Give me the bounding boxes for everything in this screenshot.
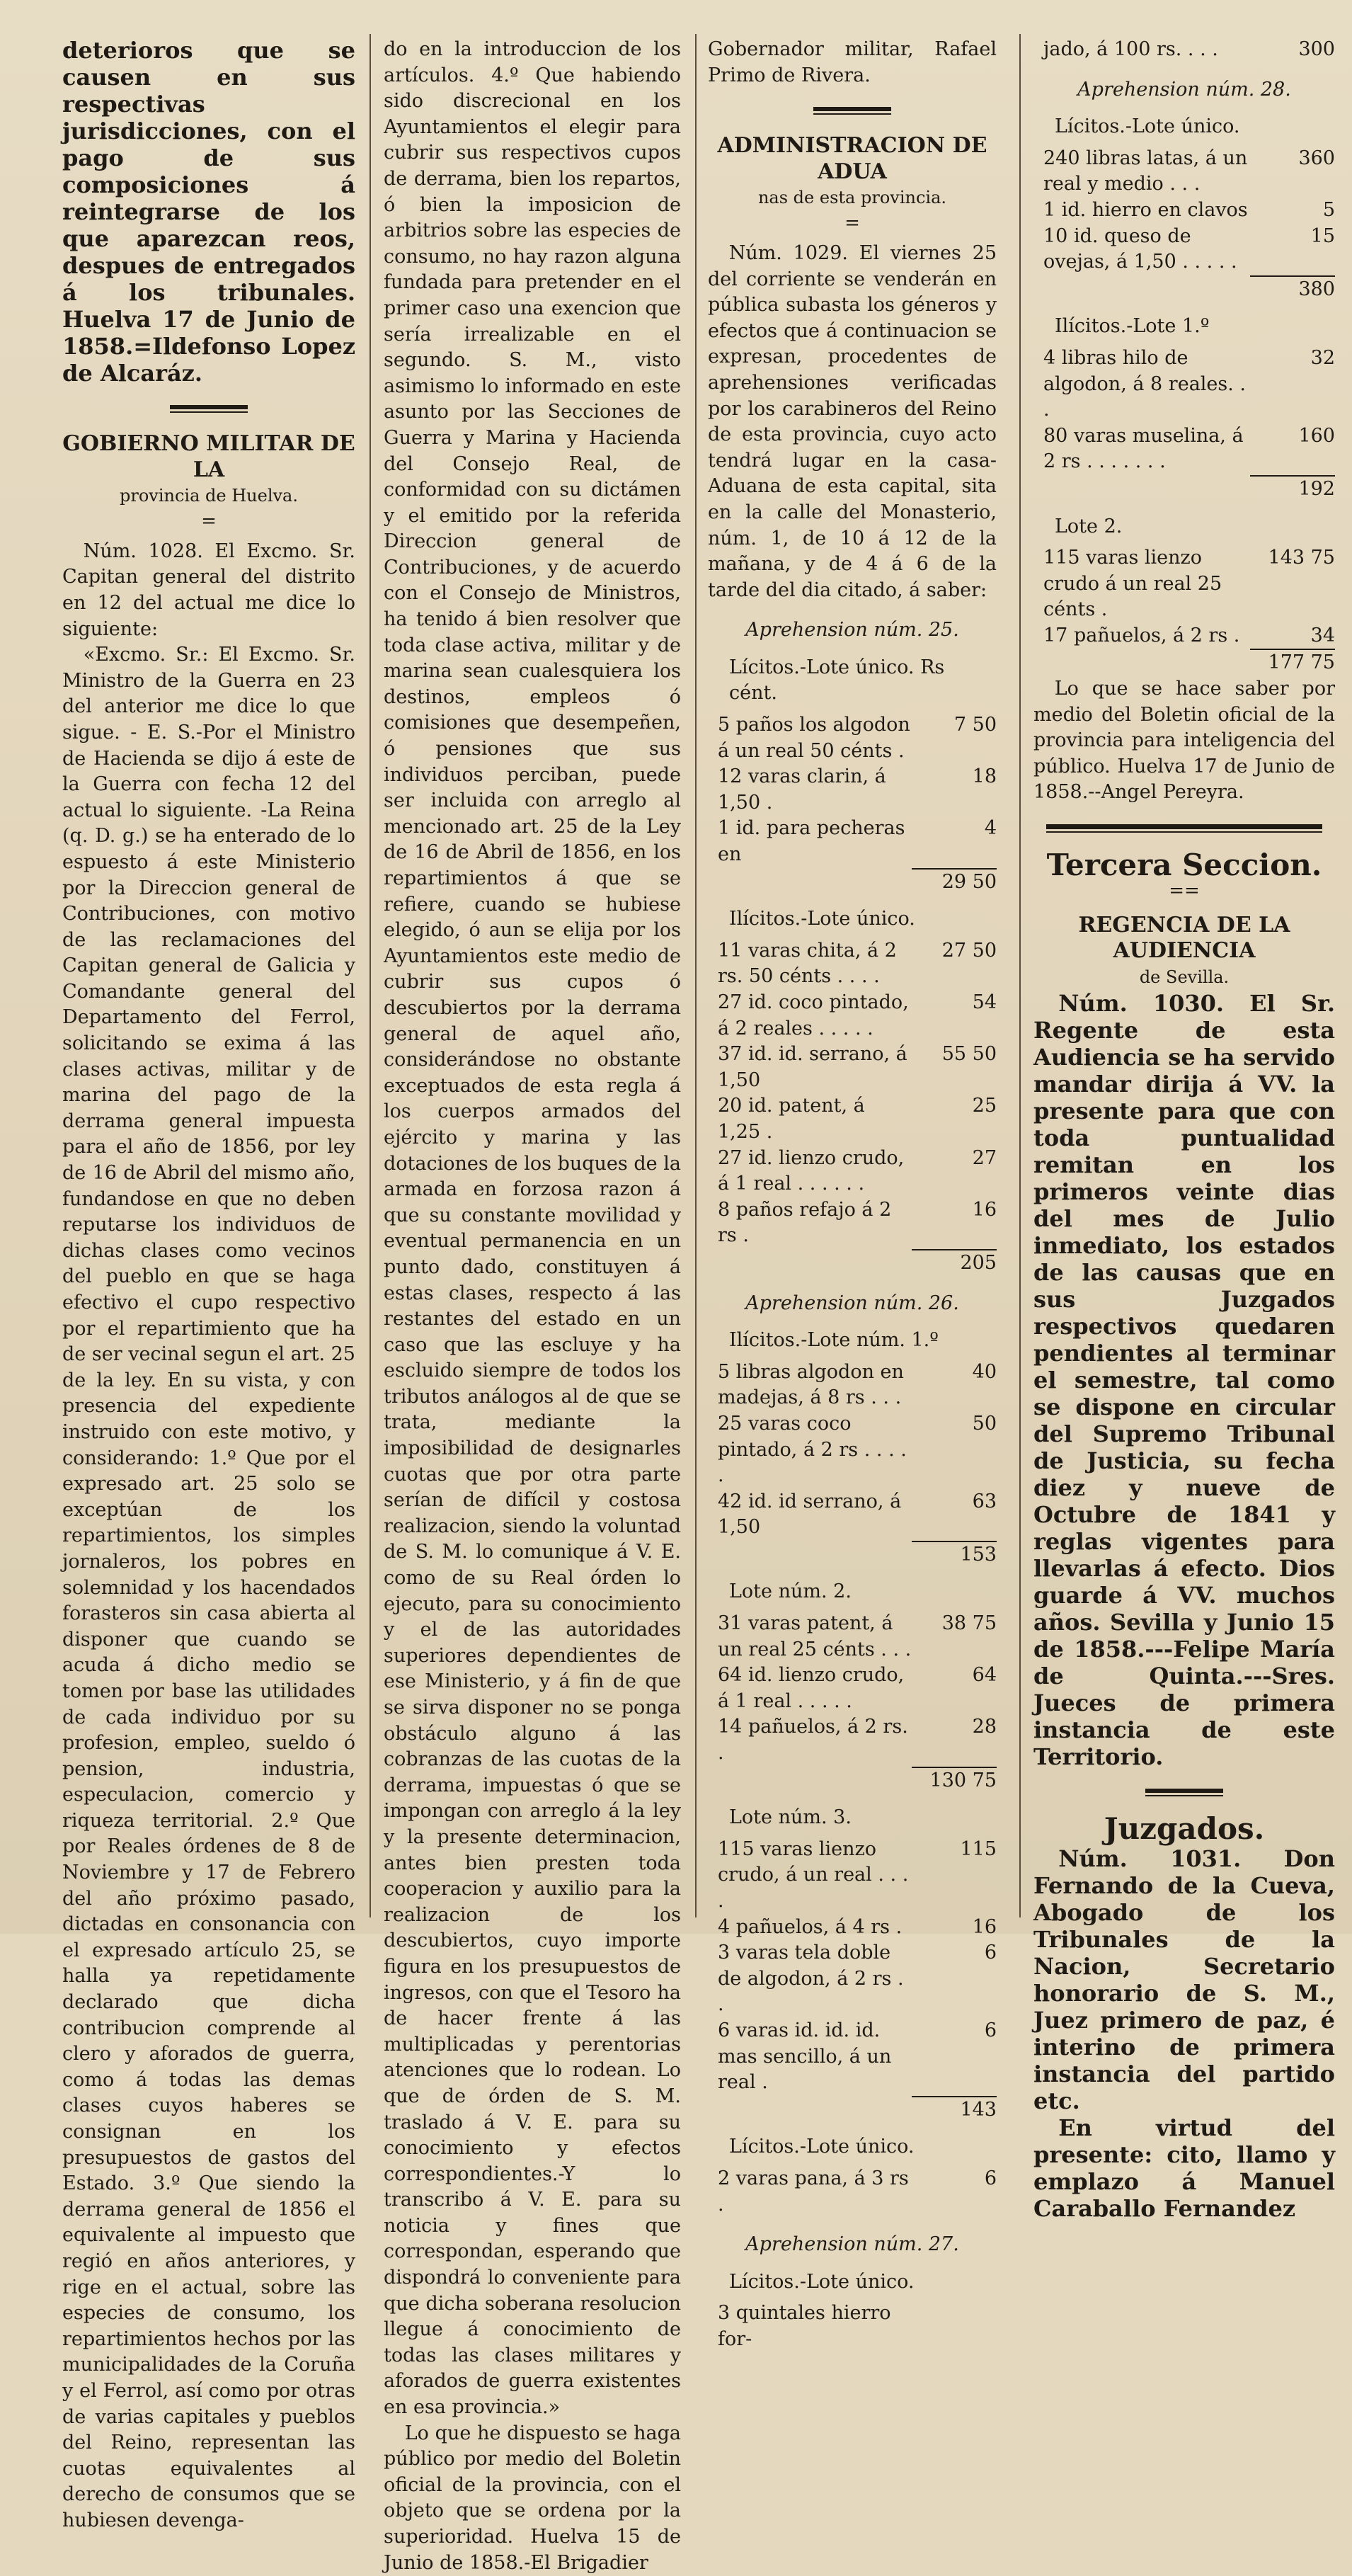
item-description: 17 pañuelos, á 2 rs .: [1043, 624, 1240, 646]
inventory-item: [708, 1042, 997, 1093]
section-separator: [1145, 1789, 1223, 1796]
item-amount: 34: [1310, 624, 1335, 646]
section-subheading: nas de esta provincia.: [757, 188, 947, 208]
column-rule: [369, 34, 371, 1917]
item-amount: 28: [972, 1716, 997, 1738]
heading-dash: =: [844, 212, 860, 234]
item-amount: 115: [960, 1837, 997, 1860]
section-separator: [813, 107, 891, 115]
inventory-item: [708, 1093, 997, 1145]
item-amount: 63: [972, 1490, 997, 1512]
item-amount: 5: [1322, 198, 1335, 221]
item-description: 5 libras algodon en madejas, á 8 rs . . .: [718, 1360, 904, 1409]
inventory-item: [1033, 198, 1335, 224]
inventory-item: [708, 2166, 997, 2218]
item-amount: 7 50: [953, 714, 997, 736]
inventory-item: [708, 1714, 997, 1766]
item-amount: 64: [972, 1664, 997, 1687]
item-amount: 143 75: [1268, 547, 1335, 569]
column-2: [384, 37, 681, 2574]
lot-heading: Lote núm. 2.: [729, 1580, 852, 1603]
item-amount: 50: [972, 1412, 997, 1435]
paragraph: Núm. 1029. El viernes 25 del corriente se venderán en pública subasta los géneros y efectos que á continuacion se expresan, procedentes de aprehensiones verificadas por los carabineros del Reino de esta provincia, cuyo acto tendrá lugar en la casa-Aduana de esta capital, sita en la calle del Monasterio, núm. 1, de 10 á 12 de la mañana, y de 4 á 6 de la tarde del dia citado, á saber:: [708, 241, 997, 601]
lot-heading: Lote 2.: [1055, 515, 1123, 537]
section-heading: ADMINISTRACION DE ADUA: [717, 133, 987, 184]
inventory-item: [708, 816, 997, 867]
inventory-item: [1033, 37, 1335, 63]
inventory-item: [708, 2301, 997, 2352]
section-subheading: provincia de Huelva.: [120, 486, 298, 506]
inventory-item: [708, 1611, 997, 1663]
item-description: 8 paños refajo á 2 rs .: [718, 1198, 892, 1247]
item-description: 20 id. patent, á 1,25 .: [718, 1095, 865, 1143]
section-title: Tercera Seccion.: [1046, 848, 1322, 883]
inventory-item: [708, 1197, 997, 1249]
apprehension-heading: Aprehension núm. 27.: [745, 2233, 959, 2256]
inventory-item: [708, 938, 997, 990]
lot-heading: Ilícitos.-Lote 1.º: [1055, 315, 1210, 338]
item-amount: 160: [1298, 424, 1335, 447]
lot-heading: Ilícitos.-Lote único.: [729, 908, 915, 930]
lot-heading: Lícitos.-Lote único.: [729, 2270, 915, 2293]
apprehension-heading: Aprehension núm. 28.: [1077, 78, 1291, 101]
section-heading: GOBIERNO MILITAR DE LA: [62, 431, 355, 482]
item-description: 1 id. para pecheras en: [718, 817, 905, 866]
lot-total: 130 75: [912, 1767, 997, 1794]
item-description: 5 paños los algodon á un real 50 cénts .: [718, 714, 910, 762]
section-separator: [1046, 824, 1322, 833]
item-description: 27 id. lienzo crudo, á 1 real . . . . . .: [718, 1146, 905, 1195]
column-rule: [695, 34, 697, 1917]
section-title: Juzgados.: [1104, 1811, 1265, 1847]
item-amount: 54: [972, 991, 997, 1013]
item-amount: 300: [1298, 38, 1335, 60]
item-amount: 40: [972, 1360, 997, 1383]
item-description: 3 quintales hierro for-: [718, 2302, 891, 2350]
heading-dash: =: [201, 510, 217, 532]
paragraph: Núm. 1030. El Sr. Regente de esta Audiencia se ha servido mandar dirija á VV. la presente para que con toda puntualidad remitan en los primeros veinte dias del mes de Julio inmediato, los estados de las causas que en sus Juzgados respectivos quedaren pendientes al terminar el semestre, tal como se dispone en circular del Supremo Tribunal de Justicia, su fecha diez y nueve de Octubre de 1841 y reglas vigentes para llevarlas á efecto. Dios guarde á VV. muchos años. Sevilla y Junio 15 de 1858.---Felipe María de Quinta.---Sres. Jueces de primera instancia de este Territorio.: [1033, 990, 1335, 1771]
item-description: 240 libras latas, á un real y medio . . .: [1043, 147, 1248, 195]
inventory-item: [708, 1360, 997, 1411]
item-description: 2 varas pana, á 3 rs .: [718, 2167, 909, 2216]
item-amount: 360: [1298, 147, 1335, 169]
item-amount: 6: [984, 2167, 997, 2189]
item-amount: [912, 2301, 997, 2352]
paragraph: Lo que he dispuesto se haga público por medio del Boletin oficial de la provincia, con el objeto que se ordena por la superioridad. Huelva 15 de Junio de 1858.-El Brigadier: [384, 2422, 681, 2574]
item-description: 37 id. id. serrano, á 1,50: [718, 1043, 907, 1091]
inventory-item: [1033, 346, 1335, 423]
item-amount: 55 50: [941, 1043, 997, 1066]
lot-total: 29 50: [912, 868, 997, 896]
item-amount: 38 75: [941, 1612, 997, 1635]
inventory-item: [1033, 623, 1335, 649]
lot-total: 153: [912, 1541, 997, 1568]
item-description: 4 pañuelos, á 4 rs .: [718, 1915, 903, 1938]
item-description: 42 id. id serrano, á 1,50: [718, 1490, 902, 1539]
item-description: 4 libras hilo de algodon, á 8 reales. . .: [1043, 346, 1247, 421]
item-amount: 25: [972, 1095, 997, 1117]
item-amount: 27 50: [941, 939, 997, 962]
item-amount: 15: [1310, 224, 1335, 247]
inventory-item: [708, 1146, 997, 1197]
item-amount: 32: [1310, 346, 1335, 369]
inventory-item: [1033, 224, 1335, 275]
paragraph: Núm. 1028. El Excmo. Sr. Capitan general del distrito en 12 del actual me dice lo siguiente:: [62, 540, 355, 640]
item-amount: 4: [984, 817, 997, 840]
inventory-item: [1033, 423, 1335, 475]
item-amount: 6: [984, 2019, 997, 2041]
lot-total: 143: [912, 2096, 997, 2124]
paragraph: Lo que se hace saber por medio del Boletin oficial de la provincia para inteligencia del público. Huelva 17 de Junio de 1858.--Angel Pereyra.: [1033, 678, 1335, 804]
item-description: 64 id. lienzo crudo, á 1 real . . . . .: [718, 1664, 905, 1712]
item-amount: 16: [972, 1915, 997, 1938]
item-amount: 16: [972, 1198, 997, 1221]
heading-dash: ==: [1169, 879, 1200, 901]
lot-heading: Ilícitos.-Lote núm. 1.º: [729, 1329, 939, 1352]
paragraph: «Excmo. Sr.: El Excmo. Sr. Ministro de la Guerra en 23 del anterior me dice lo que sigue. - E. S.-Por el Ministro de Hacienda se dijo á este de la Guerra con fecha 12 del actual lo siguiente. -La Reina (q. D. g.) se ha enterado de lo espuesto á este Ministerio por la Direccion general de Contribuciones, con motivo de las reclamaciones del Capitan general de Galicia y Comandante general del Departamento del Ferrol, solicitando se exima á las clases activas, militar y de marina del pago de la derrama general impuesta para el año de 1856, por ley de 16 de Abril del mismo año, fundandose en que no deben reputarse los individuos de dichas clases como vecinos del pueblo en que se haga efectivo el cupo respectivo por el repartimiento que ha de ser vecinal segun el art. 25 de la ley. En su vista, y con presencia del expediente instruido con este motivo, y considerando: 1.º Que por el expresado art. 25 solo se exceptúan de los repartimientos, los simples jornaleros, los pobres en solemnidad y los hacendados forasteros sin casa abierta al disponer que cuando se acuda á dicho medio se tomen por base las utilidades de cada individuo por su profesion, empleo, sueldo ó pension, industria, especulacion, comercio y riqueza territorial. 2.º Que por Reales órdenes de 8 de Noviembre y 17 de Febrero del año próximo pasado, dictadas en consonancia con el expresado artículo 25, se halla ya repetidamente declarado que dicha contribucion comprende al clero y aforados de guerra, como á todas las demas clases cuyos haberes se consignan en los presupuestos de gastos del Estado. 3.º Que siendo la derrama general de 1856 el equivalente al impuesto que regió en años anteriores, y rige en el actual, sobre las especies de consumo, los repartimientos hechos por las municipalidades de la Coruña y el Ferrol, así como por otras de varias capitales y pueblos del Reino, representan las cuotas equivalentes al derecho de consumos que se hubiesen devenga-: [62, 644, 355, 2531]
inventory-item: [708, 990, 997, 1042]
inventory-item: [708, 1940, 997, 2018]
section-subheading: de Sevilla.: [1139, 967, 1230, 987]
inventory-item: [708, 1837, 997, 1915]
paragraph: En virtud del presente: cito, llamo y emplazo á Manuel Caraballo Fernandez: [1033, 2114, 1335, 2222]
section-separator: [170, 405, 248, 413]
column-4: [1033, 37, 1335, 2222]
paragraph: deterioros que se causen en sus respectivas jurisdicciones, con el pago de sus composiciones á reintegrarse de los que aparezcan reos, despues de entregados á los tribunales. Huelva 17 de Junio de 1858.=Ildefonso Lopez de Alcaráz.: [62, 37, 355, 387]
apprehension-heading: Aprehension núm. 25.: [745, 619, 959, 642]
item-description: 80 varas muselina, á 2 rs . . . . . . .: [1043, 424, 1244, 473]
paragraph: Núm. 1031. Don Fernando de la Cueva, Abogado de los Tribunales de la Nacion, Secretario honorario de S. M., Juez primero de paz, é interino de primera instancia del partido etc.: [1033, 1845, 1335, 2114]
paragraph: do en la introduccion de los artículos. 4.º Que habiendo sido discrecional en los Ayuntamientos el elegir para cubrir sus respectivos cupos de derrama, bien los repartos, ó bien la imposicion de arbitrios sobre las especies de consumo, no hay razon alguna fundada para pretender en el primer caso una exencion que sería irrealizable en el segundo. S. M., visto asimismo lo informado en este asunto por las Secciones de Guerra y Marina y Hacienda del Consejo Real, de conformidad con su dictámen y el emitido por la referida Direccion general de Contribuciones, y de acuerdo con el Consejo de Ministros, ha tenido á bien resolver que toda clase activa, militar y de marina sean cualesquiera los destinos, empleos ó comisiones que desempeñen, ó pensiones que sus individuos perciban, puede ser incluida con arreglo al mencionado art. 25 de la Ley de 16 de Abril de 1856, en los repartimientos á que se refiere, cuando se hubiese elegido, ó aun se elija por los Ayuntamientos este medio de cubrir sus cupos ó descubiertos por la derrama general de aquel año, considerándose no obstante exceptuados de esta regla á los cuerpos armados del ejército y marina y las dotaciones de los buques de la armada en forzosa razon á que su constante movilidad y eventual permanencia en un punto dado, constituyen á estas clases, respecto á las restantes del estado en un caso que las escluye y ha escluido siempre de todos los tributos análogos al de que se trata, mediante la imposibilidad de designarles cuotas que por otra parte serían de difícil y costosa realizacion, siendo la voluntad de S. M. lo comunique á V. E. como de su Real órden lo ejecuto, para su conocimiento y el de las autoridades superiores dependientes de ese Ministerio, y á fin de que se sirva disponer no se ponga obstáculo alguno á las cobranzas de las cuotas de la derrama, impuestas ó que se impongan con arreglo á la ley y la presente determinacion, antes bien presten toda cooperacion y auxilio para la realizacion de los descubiertos, cuyo importe figura en los presupuestos de ingresos, con que el Tesoro ha de hacer frente á las multiplicadas y perentorias atenciones que lo rodean. Lo que de órden de S. M. traslado á V. E. para su conocimiento y efectos correspondientes.-Y lo transcribo á V. E. para su noticia y fines que correspondan, esperando que dispondrá lo conveniente para que dicha soberana resolucion llegue á conocimiento de todas las clases militares y aforados de guerra existentes en esa provincia.»: [384, 38, 681, 2419]
item-description: 10 id. queso de ovejas, á 1,50 . . . . .: [1043, 224, 1237, 273]
inventory-item: [708, 1489, 997, 1541]
inventory-item: [1033, 545, 1335, 623]
column-1: [62, 37, 355, 2531]
item-description: 25 varas coco pintado, á 2 rs . . . . .: [718, 1412, 907, 1487]
inventory-item: [708, 1411, 997, 1489]
item-amount: 18: [972, 765, 997, 788]
paragraph: Gobernador militar, Rafael Primo de Rivera.: [708, 38, 997, 86]
inventory-item: [708, 1915, 997, 1941]
item-description: 3 varas tela doble de algodon, á 2 rs . .: [718, 1942, 904, 2016]
lot-heading: Lícitos.-Lote único. Rs cént.: [729, 656, 945, 705]
item-description: 12 varas clarin, á 1,50 .: [718, 765, 886, 814]
lot-heading: Lote núm. 3.: [729, 1806, 852, 1829]
item-description: jado, á 100 rs. . . .: [1043, 38, 1218, 60]
inventory-item: [708, 712, 997, 764]
lot-total: 380: [1250, 275, 1335, 303]
item-description: 115 varas lienzo crudo á un real 25 cénts .: [1043, 547, 1222, 621]
inventory-item: [708, 1663, 997, 1714]
item-description: 27 id. coco pintado, á 2 reales . . . . .: [718, 991, 909, 1039]
lot-heading: Lícitos.-Lote único.: [1055, 115, 1240, 138]
inventory-item: [708, 2018, 997, 2096]
column-rule: [1019, 34, 1021, 1917]
lot-total: 192: [1250, 475, 1335, 503]
column-3: [708, 37, 997, 2350]
item-description: 6 varas id. id. id. mas sencillo, á un real .: [718, 2019, 892, 2094]
inventory-item: [708, 764, 997, 816]
item-description: 14 pañuelos, á 2 rs. .: [718, 1716, 908, 1765]
item-amount: 27: [972, 1146, 997, 1169]
lot-total: 205: [912, 1249, 997, 1277]
apprehension-heading: Aprehension núm. 26.: [745, 1292, 959, 1314]
item-description: 1 id. hierro en clavos: [1043, 198, 1248, 221]
item-description: 11 varas chita, á 2 rs. 50 cénts . . . .: [718, 939, 897, 988]
section-heading: REGENCIA DE LA AUDIENCIA: [1078, 912, 1290, 964]
item-amount: 6: [984, 1942, 997, 1964]
lot-total: 177 75: [1250, 649, 1335, 676]
item-description: 115 varas lienzo crudo, á un real . . . .: [718, 1837, 909, 1912]
lot-heading: Lícitos.-Lote único.: [729, 2136, 915, 2158]
item-description: 31 varas patent, á un real 25 cénts . . .: [718, 1612, 912, 1660]
inventory-item: [1033, 146, 1335, 198]
